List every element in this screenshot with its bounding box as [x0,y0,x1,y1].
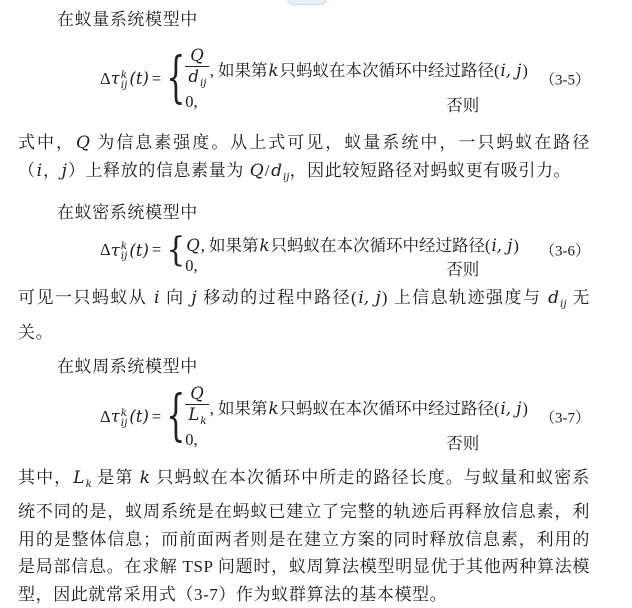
equals-sign: = [152,240,161,260]
zero-value: 0, [185,430,197,454]
equation-lhs [100,240,166,260]
left-brace-icon: { [166,384,179,449]
text-segment: k [268,61,280,80]
text-segment: k [268,399,280,418]
otherwise-text: 否则 [446,92,479,116]
text-segment: 其中， [18,468,72,487]
fraction-denominator [187,405,206,430]
case-otherwise-row [185,92,519,116]
text-segment: d [547,288,560,308]
text-segment: i, j [500,61,523,80]
cases-block [185,384,519,450]
left-brace-icon: { [166,230,179,269]
tau-symbol: τ [111,407,120,426]
text-segment: ) [522,399,528,418]
fraction [185,385,209,430]
subscript-ij: ij [121,251,128,261]
equals-sign: = [152,69,161,89]
text-segment: ) [513,236,519,255]
cases-block [185,231,519,269]
text-segment: d [270,161,283,181]
otherwise-text: 否则 [446,430,479,454]
text-segment: i, j [500,399,523,418]
text-segment: / [265,161,270,180]
equation-3-5 [100,46,590,112]
case-otherwise-row [185,256,519,280]
case-otherwise-row [185,430,519,454]
delta-symbol: Δ [100,69,111,89]
equation-3-7 [100,384,590,450]
function-arg: (t) [129,241,149,260]
text-segment: ij [283,171,290,183]
text-segment: d [187,67,200,86]
superscript-k: k [121,408,127,418]
fraction-denominator [187,67,206,92]
case-condition-row [185,385,519,430]
condition-text [210,395,528,419]
tau-scripts [121,70,128,90]
text-segment: ）上释放的信息素量为 [68,161,249,180]
text-segment: ij [560,298,567,310]
tau-scripts [121,408,128,428]
condition-text [210,57,528,81]
text-segment: 只蚂蚁在本次循环中经过路径( [280,399,500,418]
left-brace-icon: { [166,46,179,111]
tau-symbol: τ [111,69,120,88]
fraction [185,47,209,92]
delta-symbol: Δ [100,240,111,260]
text-segment: L [187,405,200,424]
text-segment: 在蚁密系统模型中 [57,203,198,222]
paragraph-cycle-explanation [18,464,590,608]
fraction-numerator: Q [185,385,209,405]
equation-number: （3-7） [540,406,590,427]
equation-3-6 [100,231,590,269]
text-segment: 在蚁周系统模型中 [57,357,198,376]
subscript-ij: ij [121,418,128,428]
condition-text [185,232,519,256]
otherwise-text: 否则 [446,256,479,280]
text-segment: 为信息素强度。从上式可见，蚁量系统中，一只蚂蚁在路径（ [18,133,590,181]
text-segment: 移动的过程中路径( [198,288,358,307]
text-segment: Q [249,161,265,181]
tau-scripts [121,241,128,261]
delta-symbol: Δ [100,407,111,427]
text-segment: Q [185,236,201,255]
function-arg: (t) [129,407,149,426]
text-segment: 在蚁量系统模型中 [57,10,198,29]
text-segment: ) [522,61,528,80]
text-segment: 只蚂蚁在本次循环中所走的路径长度。与蚁量和蚁密系统不同的是，蚁周系统是在蚂蚁已建立了完整的轨迹后再释放信息素，利用的是整体信息；而前面两者则是在建立方案的同时释放信息素，利用的是局部信息。在求解 TSP 问题时，蚁周算法模型明显优于其他两种算法模型，因此就常采用式（3-7）作为蚁群算法的基本模型。 [18,468,590,604]
text-segment: , 如果第 [210,399,268,418]
equation-lhs [100,407,166,427]
superscript-k: k [121,70,127,80]
case-condition-row [185,47,519,92]
equation-number: （3-5） [540,68,590,89]
text-segment: , 如果第 [210,61,268,80]
text-segment: ， [43,161,61,180]
text-segment: 向 [160,288,190,307]
text-segment: j [190,288,197,308]
subscript-ij: ij [121,80,128,90]
text-segment: k [86,478,92,490]
text-segment: 无关。 [18,288,590,342]
equals-sign: = [152,407,161,427]
text-segment: 可见一只蚂蚁从 [18,288,153,307]
text-segment: ) 上信息轨迹强度与 [382,288,547,307]
text-segment: k [139,468,151,488]
text-segment: 只蚂蚁在本次循环中经过路径( [271,236,491,255]
text-segment: , 如果第 [201,236,259,255]
zero-value: 0, [185,92,197,116]
equation-number: （3-6） [540,240,590,261]
text-segment: Q [75,133,91,153]
text-segment: L [72,468,85,488]
text-segment: 只蚂蚁在本次循环中经过路径( [280,61,500,80]
tau-symbol: τ [111,241,120,260]
text-segment: k [259,236,271,255]
case-condition-row [185,232,519,256]
text-segment: j [61,161,68,181]
function-arg: (t) [129,69,149,88]
text-segment: i [153,288,160,308]
text-segment: i [36,161,43,181]
zero-value: 0, [185,256,197,280]
equation-lhs [100,69,166,89]
paragraph-ant-quantity-intro [18,6,590,34]
fraction-numerator: Q [185,47,209,67]
text-segment: i, j [491,236,514,255]
superscript-k: k [121,241,127,251]
text-segment: ，因此较短路径对蚂蚁更有吸引力。 [290,161,572,180]
paragraph-ant-density-intro [18,199,590,227]
text-segment: 式中， [18,133,75,152]
paragraph-ant-cycle-intro [18,353,590,381]
text-segment: i, j [357,288,381,308]
paragraph-density-explanation [18,284,590,346]
paragraph-quantity-explanation [18,129,590,192]
text-segment: 是第 [92,468,139,487]
text-segment: ij [200,77,207,89]
cases-block [185,46,519,112]
text-segment: k [200,415,206,427]
